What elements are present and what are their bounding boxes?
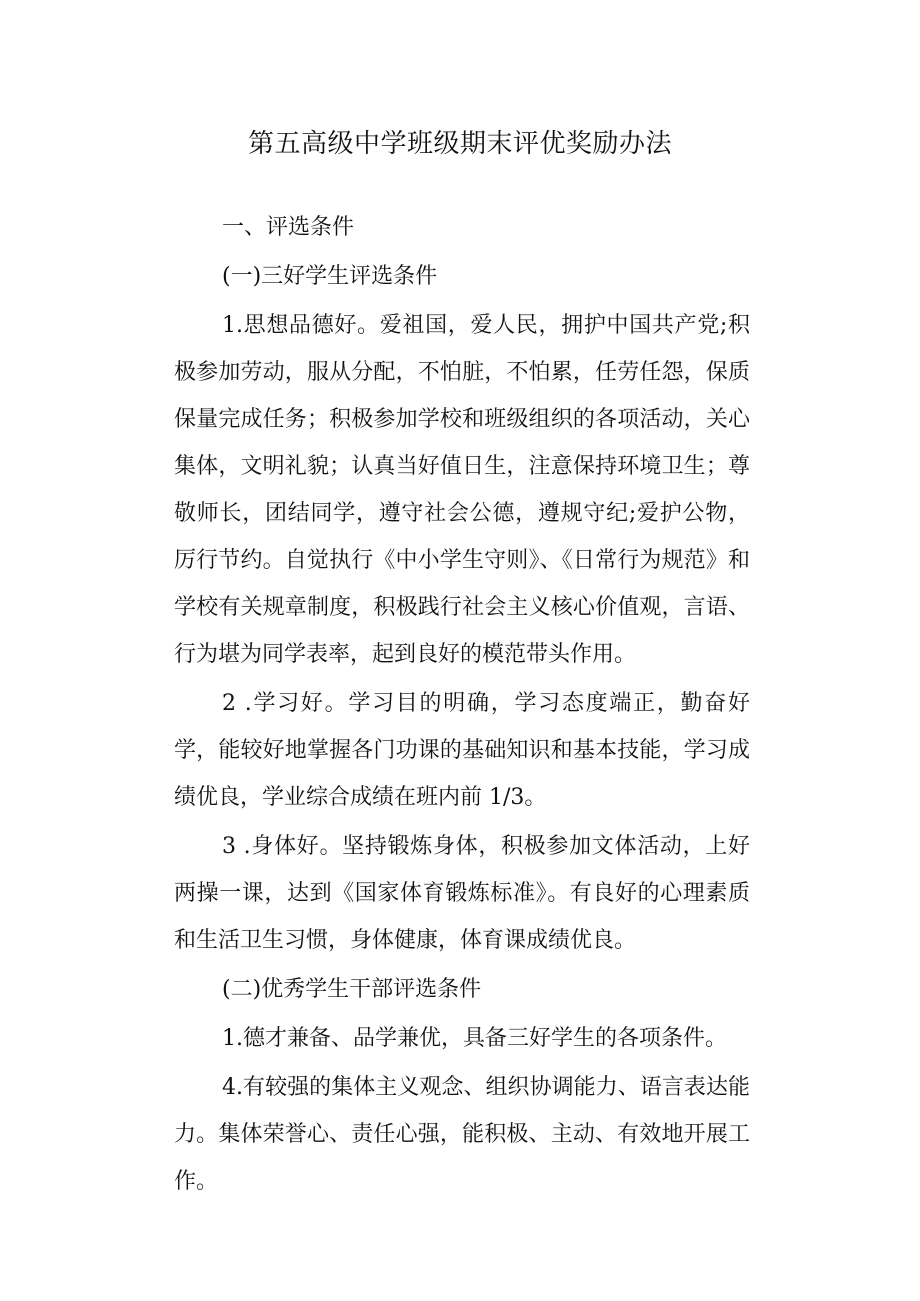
paragraph-cadre-4: 4.有较强的集体主义观念、组织协调能力、语言表达能力。集体荣誉心、责任心强，能积极、主动、有效地开展工作。 [174,1075,750,1194]
subsection-heading-2: (二)优秀学生干部评选条件 [222,977,482,1002]
subsection-heading-1: (一)三好学生评选条件 [222,264,438,289]
document-body [174,204,750,1207]
paragraph-study: 2 .学习好。学习目的明确，学习态度端正，勤奋好学，能较好地掌握各门功课的基础知识和基本技能，学习成绩优良，学业综合成绩在班内前 1/3。 [174,691,750,810]
section-heading-1: 一、评选条件 [222,215,355,240]
paragraph-health: 3 .身体好。坚持锻炼身体，积极参加文体活动，上好两操一课，达到《国家体育锻炼标准》。有良好的心理素质和生活卫生习惯，身体健康，体育课成绩优良。 [174,834,750,953]
paragraph-morality: 1.思想品德好。爱祖国，爱人民，拥护中国共产党;积极参加劳动，服从分配，不怕脏，不怕累，任劳任怨，保质保量完成任务；积极参加学校和班级组织的各项活动，关心集体，文明礼貌；认真当好值日生，注意保持环境卫生；尊敬师长，团结同学，遵守社会公德，遵规守纪;爱护公物，厉行节约。自觉执行《中小学生守则》、《日常行为规范》和学校有关规章制度，积极践行社会主义核心价值观，言语、行为堪为同学表率，起到良好的模范带头作用。 [174,313,750,667]
document-title: 第五高级中学班级期末评优奖励办法 [247,129,672,159]
paragraph-cadre-1: 1.德才兼备、品学兼优，具备三好学生的各项条件。 [222,1026,727,1051]
